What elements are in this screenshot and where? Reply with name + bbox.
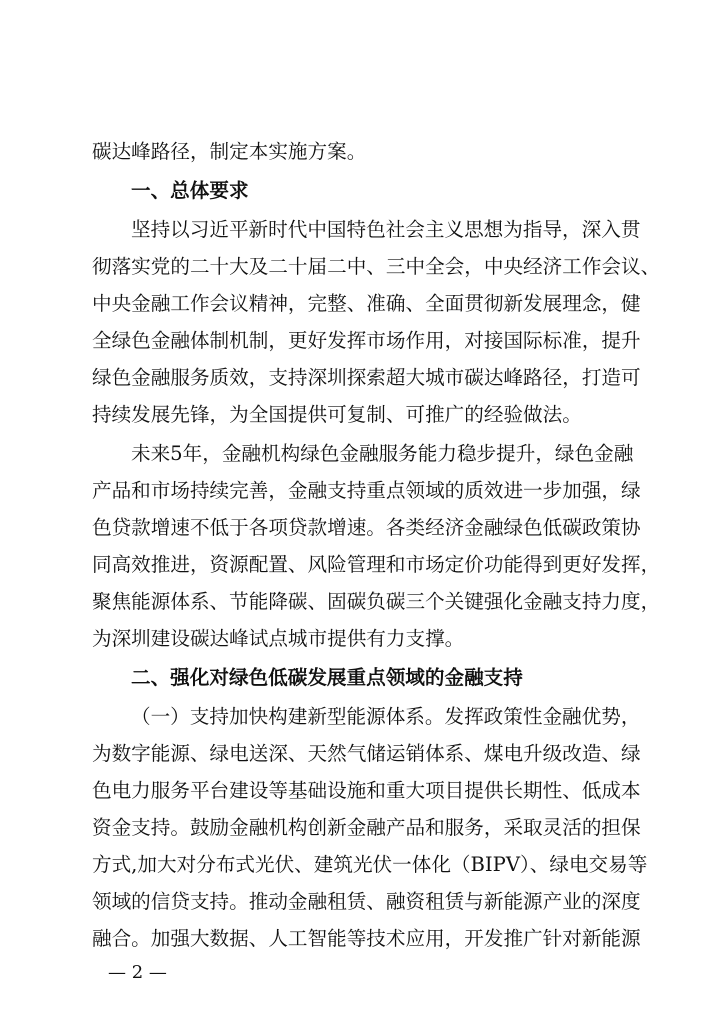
paragraph-line: 领域的信贷支持。推动金融租赁、融资租赁与新能源产业的深度 (92, 890, 641, 913)
paragraph-line: （一）支持加快构建新型能源体系。发挥政策性金融优势， (131, 705, 641, 728)
section-heading-green-finance-support: 二、强化对绿色低碳发展重点领域的金融支持 (131, 666, 523, 689)
paragraph-line: 同高效推进，资源配置、风险管理和市场定价功能得到更好发挥， (92, 553, 661, 576)
page-number: — 2 — (108, 962, 167, 983)
paragraph-line: 方式,加大对分布式光伏、建筑光伏一体化（BIPV）、绿电交易等 (92, 853, 648, 876)
paragraph-line: 色电力服务平台建设等基础设施和重大项目提供长期性、低成本 (92, 779, 641, 802)
paragraph-line: 持续发展先锋，为全国提供可复制、可推广的经验做法。 (92, 403, 582, 426)
text-line: 碳达峰路径，制定本实施方案。 (92, 140, 367, 163)
paragraph-line: 未来5年，金融机构绿色金融服务能力稳步提升，绿色金融 (131, 442, 634, 465)
paragraph-line: 资金支持。鼓励金融机构创新金融产品和服务，采取灵活的担保 (92, 816, 641, 839)
paragraph-line: 色贷款增速不低于各项贷款增速。各类经济金融绿色低碳政策协 (92, 516, 641, 539)
paragraph-line: 为数字能源、绿电送深、天然气储运销体系、煤电升级改造、绿 (92, 742, 641, 765)
section-heading-general-requirements: 一、总体要求 (131, 179, 249, 202)
paragraph-line: 聚焦能源体系、节能降碳、固碳负碳三个关键强化金融支持力度， (92, 590, 661, 613)
paragraph-line: 全绿色金融体制机制，更好发挥市场作用，对接国际标准，提升 (92, 329, 641, 352)
paragraph-line: 为深圳建设碳达峰试点城市提供有力支撑。 (92, 627, 465, 650)
paragraph-line: 中央金融工作会议精神，完整、准确、全面贯彻新发展理念，健 (92, 292, 641, 315)
paragraph-line: 坚持以习近平新时代中国特色社会主义思想为指导，深入贯 (131, 218, 641, 241)
paragraph-line: 产品和市场持续完善，金融支持重点领域的质效进一步加强，绿 (92, 479, 641, 502)
paragraph-line: 融合。加强大数据、人工智能等技术应用，开发推广针对新能源 (92, 927, 641, 950)
paragraph-line: 彻落实党的二十大及二十届二中、三中全会，中央经济工作会议、 (92, 255, 661, 278)
paragraph-line: 绿色金融服务质效，支持深圳探索超大城市碳达峰路径，打造可 (92, 366, 641, 389)
